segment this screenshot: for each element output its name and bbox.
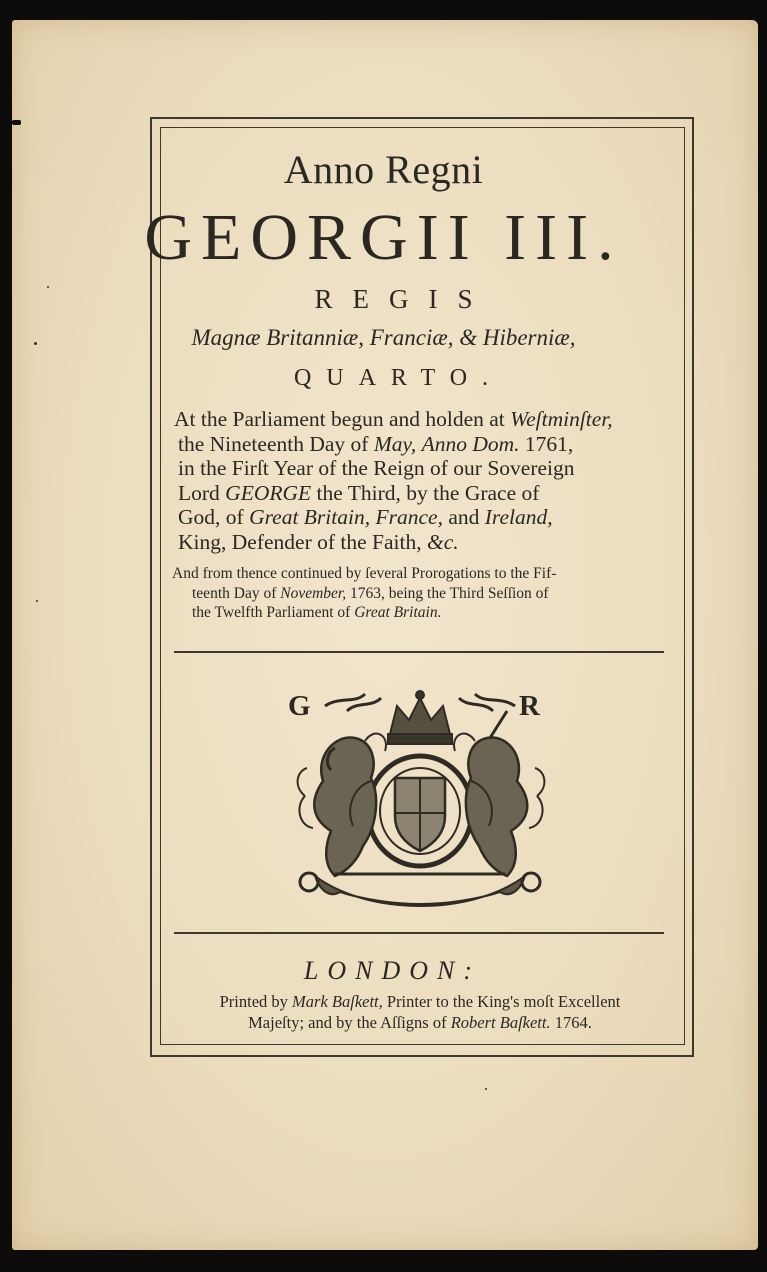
imprint-line-2: Majeſty; and by the Aſſigns of Robert Baſkett. 1764. — [248, 1013, 592, 1032]
paper-notch — [12, 120, 21, 125]
parliament-paragraph — [174, 407, 674, 554]
royal-coat-of-arms-icon — [285, 686, 555, 911]
upper-divider-rule — [174, 651, 664, 653]
parliament-line-5: God, of Great Britain, France, and Ireland, — [178, 505, 553, 529]
anno-regni-heading: Anno Regni — [283, 147, 484, 192]
imprint-line-1: Printed by Mark Baſkett, Printer to the King's moſt Excellent — [219, 992, 621, 1011]
realms-line: Magnæ Britanniæ, Franciæ, & Hiberniæ, — [191, 325, 576, 350]
continuation-line-3: the Twelfth Parliament of Great Britain. — [192, 604, 442, 621]
paper-speck — [485, 1088, 487, 1090]
royal-cypher-r: R — [519, 690, 540, 722]
parliament-line-4: Lord GEORGE the Third, by the Grace of — [178, 480, 540, 505]
imprint-city: LONDON: — [303, 956, 482, 985]
georgii-heading: GEORGII III. — [144, 201, 623, 274]
imprint-paragraph — [170, 991, 670, 1033]
parliament-line-6: King, Defender of the Faith, &c. — [178, 529, 459, 554]
lower-divider-rule — [174, 932, 664, 934]
regis-heading: REGIS — [314, 284, 493, 314]
parliament-line-2: the Nineteenth Day of May, Anno Dom. 1761, — [178, 431, 574, 456]
royal-cypher-g: G — [288, 690, 311, 722]
continuation-line-2: teenth Day of November, 1763, being the Third Seſſion of — [192, 584, 549, 602]
quarto-heading: QUARTO. — [293, 365, 504, 391]
paper-speck — [36, 600, 38, 602]
continuation-line-1: And from thence continued by ſeveral Prorogations to the Fif- — [172, 565, 557, 582]
parliament-line-1: At the Parliament begun and holden at Weſtminſter, — [174, 407, 613, 431]
continuation-paragraph — [172, 564, 677, 623]
parliament-line-3: in the Firſt Year of the Reign of our Sovereign — [178, 456, 575, 480]
